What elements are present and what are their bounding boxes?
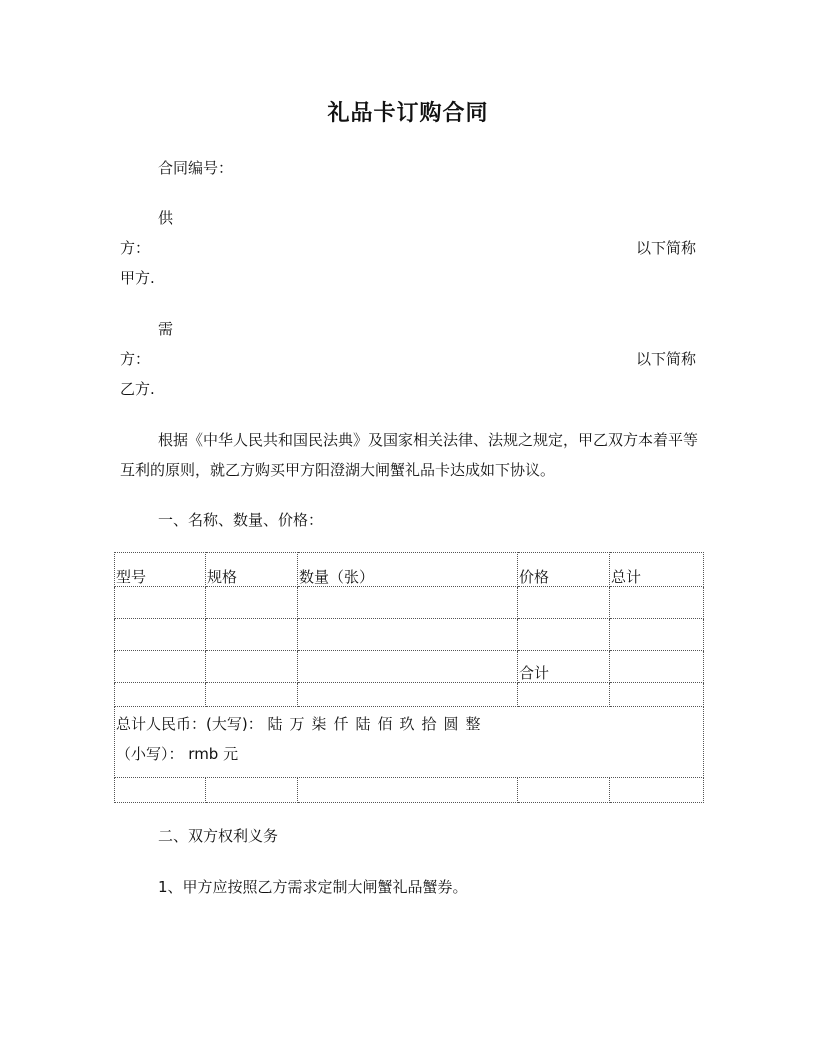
table-cell[interactable] — [518, 778, 610, 803]
total-figures-label: （小写）： — [116, 745, 184, 763]
table-cell[interactable] — [518, 587, 610, 619]
supplier-alias: 甲方. — [120, 269, 155, 287]
table-cell[interactable] — [115, 587, 206, 619]
table-cell[interactable] — [298, 619, 518, 651]
order-table — [114, 552, 704, 803]
intro-paragraph — [120, 425, 698, 485]
table-cell[interactable] — [298, 651, 518, 683]
total-figures-line — [116, 745, 703, 763]
intro-text: 根据《中华人民共和国民法典》及国家相关法律、法规之规定，甲乙双方本着平等互利的原则，就乙方购买甲方阳澄湖大闸蟹礼品卡达成如下协议。 — [120, 431, 699, 479]
buyer-label-top: 需 — [158, 320, 174, 338]
table-cell[interactable] — [206, 619, 298, 651]
total-words-label: 总计人民币：(大写)： — [116, 715, 263, 733]
buyer-right-note: 以下简称 — [635, 350, 696, 368]
contract-number-label: 合同编号： — [158, 159, 234, 177]
supplier-label-top: 供 — [158, 209, 174, 227]
table-cell[interactable] — [115, 651, 206, 683]
header-model: 型号 — [115, 553, 206, 587]
subtotal-value[interactable] — [610, 651, 704, 683]
header-total: 总计 — [610, 553, 704, 587]
table-cell[interactable] — [298, 587, 518, 619]
table-cell[interactable] — [518, 619, 610, 651]
table-cell[interactable] — [610, 683, 704, 707]
header-price: 价格 — [518, 553, 610, 587]
table-cell[interactable] — [298, 778, 518, 803]
table-row — [115, 683, 704, 707]
table-cell[interactable] — [206, 683, 298, 707]
table-cell[interactable] — [206, 778, 298, 803]
subtotal-label: 合计 — [518, 651, 610, 683]
subtotal-row — [115, 651, 704, 683]
table-header-row — [115, 553, 704, 587]
table-cell[interactable] — [206, 587, 298, 619]
header-quantity: 数量（张） — [298, 553, 518, 587]
table-row — [115, 587, 704, 619]
table-cell[interactable] — [115, 683, 206, 707]
grand-total-row — [115, 707, 704, 778]
table-cell[interactable] — [518, 683, 610, 707]
table-row — [115, 778, 704, 803]
table-row — [115, 619, 704, 651]
grand-total-cell — [115, 707, 704, 778]
header-spec: 规格 — [206, 553, 298, 587]
table-cell[interactable] — [298, 683, 518, 707]
buyer-label-bottom: 方： — [120, 350, 151, 368]
section-2-heading: 二、双方权利义务 — [158, 827, 279, 845]
table-cell[interactable] — [115, 778, 206, 803]
table-cell[interactable] — [610, 778, 704, 803]
table-cell[interactable] — [115, 619, 206, 651]
supplier-right-note: 以下简称 — [635, 239, 696, 257]
table-cell[interactable] — [610, 619, 704, 651]
section-1-heading: 一、名称、数量、价格： — [158, 511, 324, 529]
table-cell[interactable] — [206, 651, 298, 683]
clause-1: 1、甲方应按照乙方需求定制大闸蟹礼品蟹券。 — [158, 878, 468, 896]
total-words-line — [116, 715, 703, 733]
document-title: 礼品卡订购合同 — [327, 100, 489, 126]
table-cell[interactable] — [610, 587, 704, 619]
total-figures-value: rmb 元 — [188, 745, 239, 763]
supplier-label-bottom: 方： — [120, 239, 151, 257]
buyer-alias: 乙方. — [120, 380, 155, 398]
total-words-value: 陆万柒仟陆佰玖拾圆整 — [267, 715, 488, 733]
